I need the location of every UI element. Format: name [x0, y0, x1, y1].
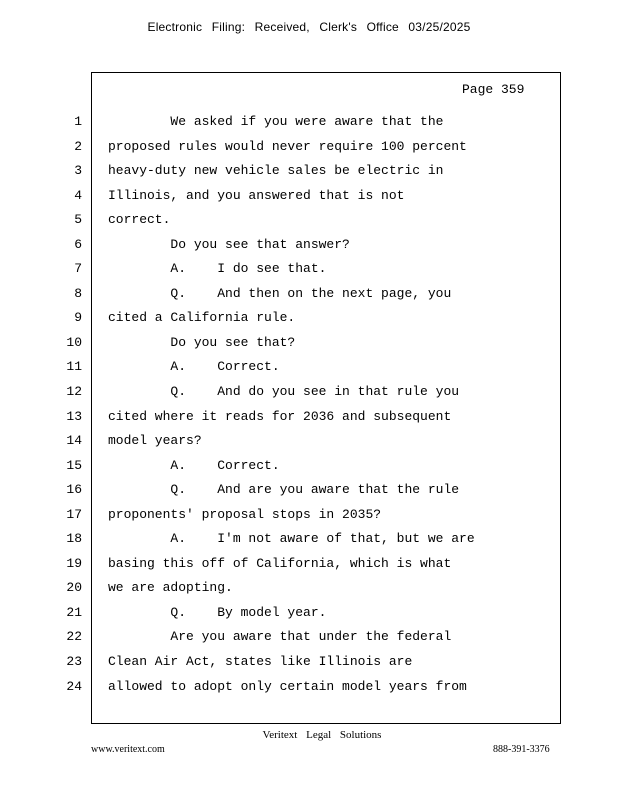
- line-number: 6: [74, 236, 82, 252]
- transcript-line: Q. And then on the next page, you: [108, 285, 452, 301]
- transcript-line: correct.: [108, 212, 171, 228]
- transcript-line: we are adopting.: [108, 580, 233, 596]
- transcript-line: allowed to adopt only certain model years from: [108, 678, 467, 694]
- page-number: Page 359: [462, 82, 525, 97]
- transcript-line: Are you aware that under the federal: [108, 629, 452, 645]
- transcript-line: cited where it reads for 2036 and subsequent: [108, 408, 452, 424]
- line-number: 14: [66, 433, 82, 449]
- transcript-line: basing this off of California, which is what: [108, 555, 452, 571]
- line-number: 18: [66, 531, 82, 547]
- transcript-line: A. I do see that.: [108, 261, 327, 277]
- line-number: 11: [66, 359, 82, 375]
- line-number: 8: [74, 285, 82, 301]
- line-number: 13: [66, 408, 82, 424]
- transcript-line: Clean Air Act, states like Illinois are: [108, 654, 413, 670]
- line-numbers-column: [60, 113, 82, 702]
- transcript-line: proponents' proposal stops in 2035?: [108, 506, 382, 522]
- transcript-line: model years?: [108, 433, 202, 449]
- footer-company: Veritext Legal Solutions: [262, 729, 382, 741]
- footer-phone: 888-391-3376: [493, 744, 550, 755]
- line-number: 10: [66, 334, 82, 350]
- line-number: 2: [74, 138, 82, 154]
- line-number: 20: [66, 580, 82, 596]
- line-number: 9: [74, 310, 82, 326]
- transcript-line: proposed rules would never require 100 percent: [108, 138, 467, 154]
- line-number: 3: [74, 163, 82, 179]
- transcript-line: Q. By model year.: [108, 604, 327, 620]
- line-number: 23: [66, 654, 82, 670]
- transcript-line: Do you see that?: [108, 334, 296, 350]
- line-number: 21: [66, 604, 82, 620]
- transcript-line: heavy-duty new vehicle sales be electric in: [108, 163, 444, 179]
- line-number: 12: [66, 384, 82, 400]
- line-number: 5: [74, 212, 82, 228]
- transcript-line: A. Correct.: [108, 457, 280, 473]
- line-number: 24: [66, 678, 82, 694]
- line-number: 17: [66, 506, 82, 522]
- transcript-line: A. I'm not aware of that, but we are: [108, 531, 475, 547]
- line-number: 19: [66, 555, 82, 571]
- transcript-line: cited a California rule.: [108, 310, 296, 326]
- transcript-line: Q. And are you aware that the rule: [108, 482, 460, 498]
- transcript-line: Q. And do you see in that rule you: [108, 384, 460, 400]
- transcript-line: We asked if you were aware that the: [108, 114, 444, 129]
- transcript-line: Illinois, and you answered that is not: [108, 187, 405, 203]
- transcript-line: A. Correct.: [108, 359, 280, 375]
- filing-header: Electronic Filing: Received, Clerk's Office 03/25/2025: [147, 20, 471, 34]
- transcript-line: Do you see that answer?: [108, 236, 350, 252]
- line-number: 22: [66, 629, 82, 645]
- transcript-text: [108, 113, 528, 702]
- line-number: 4: [74, 187, 82, 203]
- footer-website: www.veritext.com: [91, 744, 165, 755]
- line-number: 16: [66, 482, 82, 498]
- line-number: 7: [74, 261, 82, 277]
- line-number: 1: [74, 114, 82, 129]
- line-number: 15: [66, 457, 82, 473]
